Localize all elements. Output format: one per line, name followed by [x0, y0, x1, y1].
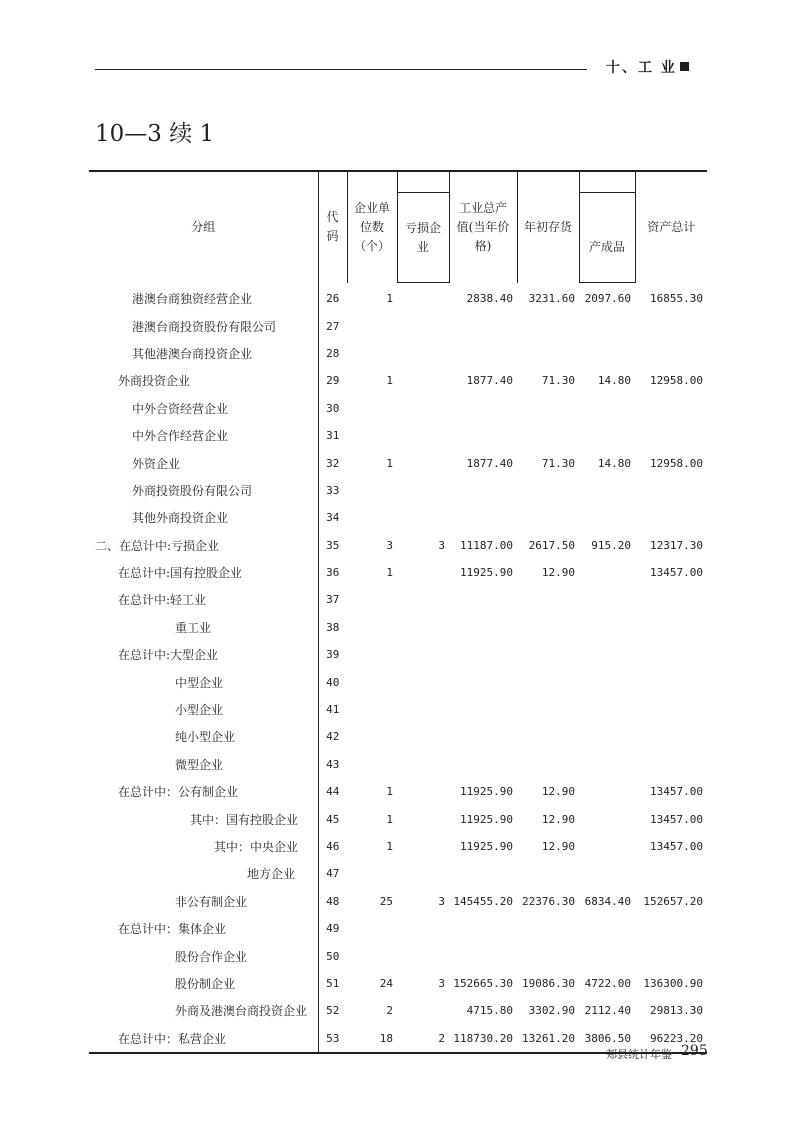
row-code: 44: [318, 778, 347, 805]
row-output: 11187.00: [460, 538, 513, 552]
row-output: 145455.20: [453, 894, 513, 908]
row-assets: [635, 614, 707, 641]
row-code: 28: [318, 340, 347, 367]
row-inventory: [517, 641, 579, 668]
table-row: [89, 449, 707, 476]
row-assets: 16855.30: [650, 291, 703, 305]
row-finished: [579, 312, 635, 339]
row-output: 1877.40: [466, 374, 513, 388]
row-loss: 3: [438, 538, 445, 552]
row-group-label: 在总计中：集体企业: [118, 922, 227, 937]
row-loss: [397, 641, 449, 668]
row-loss: [397, 696, 449, 723]
square-mark-icon: [680, 62, 689, 71]
row-assets: [635, 340, 707, 367]
row-loss: [397, 614, 449, 641]
row-finished: [579, 805, 635, 832]
chapter-label: 十、工 业: [606, 60, 677, 76]
row-units: 1: [386, 566, 393, 580]
row-assets: [635, 723, 707, 750]
row-group-label: 其中：中央企业: [214, 840, 299, 854]
row-loss: [397, 805, 449, 832]
row-inventory: 3231.60: [528, 291, 575, 305]
row-code: 32: [318, 449, 347, 476]
row-units: [347, 860, 397, 887]
table-row: [89, 641, 707, 668]
row-group-label: 外商及港澳台商投资企业: [175, 1004, 308, 1019]
table-row: [89, 723, 707, 750]
table-row: [89, 559, 707, 586]
row-assets: 29813.30: [650, 1004, 703, 1018]
row-group-label: 中外合作经营企业: [132, 429, 229, 444]
row-finished: [579, 860, 635, 887]
table-row: [89, 668, 707, 695]
row-inventory: 12.90: [541, 785, 575, 799]
row-units: [347, 668, 397, 695]
row-assets: 13457.00: [650, 785, 703, 799]
table-row: [89, 778, 707, 805]
row-assets: 13457.00: [650, 566, 703, 580]
row-output: [449, 668, 517, 695]
row-finished: [579, 778, 635, 805]
row-code: 38: [318, 614, 347, 641]
statistics-table: [89, 170, 707, 1054]
row-inventory: [517, 723, 579, 750]
row-code: 37: [318, 586, 347, 613]
row-loss: 2: [397, 1025, 449, 1053]
row-group-label: 在总计中:国有控股企业: [118, 566, 243, 581]
row-loss: [397, 668, 449, 695]
row-output: [449, 340, 517, 367]
row-loss: [397, 586, 449, 613]
row-inventory: 22376.30: [522, 894, 575, 908]
row-assets: 96223.20: [635, 1025, 707, 1053]
row-units: [347, 723, 397, 750]
footer-yearbook-title: 郏县统计年鉴: [606, 1048, 672, 1061]
row-code: 40: [318, 668, 347, 695]
row-output: 11925.90: [460, 840, 513, 853]
row-units: 24: [379, 976, 393, 990]
row-assets: [635, 696, 707, 723]
row-output: [449, 395, 517, 422]
row-inventory: 12.90: [541, 566, 575, 580]
row-group-label: 在总计中:轻工业: [118, 593, 207, 608]
row-group-label: 其中：国有控股企业: [190, 812, 299, 827]
row-inventory: 13261.20: [517, 1025, 579, 1053]
row-group-label: 地方企业: [247, 867, 296, 882]
row-finished: [579, 942, 635, 969]
row-inventory: [517, 860, 579, 887]
row-assets: 13457.00: [650, 840, 703, 853]
table-row: [89, 504, 707, 531]
table-row: [89, 614, 707, 641]
row-output: 11925.90: [460, 566, 513, 580]
table-row: [89, 942, 707, 969]
row-group-label: 股份合作企业: [175, 949, 248, 964]
row-loss: [397, 860, 449, 887]
row-inventory: 12.90: [541, 812, 575, 826]
row-units: 25: [379, 894, 393, 908]
row-group-label: 外商投资股份有限公司: [132, 483, 253, 498]
row-loss: [397, 997, 449, 1024]
row-finished: [579, 833, 635, 860]
header-assets: 资产总计: [635, 171, 707, 283]
row-finished: [579, 751, 635, 778]
table-row: [89, 586, 707, 613]
row-units: [347, 586, 397, 613]
row-group-label: 港澳台商投资股份有限公司: [132, 319, 277, 334]
row-output: [449, 723, 517, 750]
row-inventory: [517, 477, 579, 504]
header-code: 代码: [318, 171, 347, 283]
row-loss: [397, 283, 449, 313]
table-row: [89, 915, 707, 942]
row-inventory: 3302.90: [528, 1004, 575, 1018]
row-output: 11925.90: [460, 812, 513, 826]
table-row: [89, 340, 707, 367]
row-group-label: 纯小型企业: [175, 730, 236, 745]
row-loss: [397, 723, 449, 750]
row-finished: [579, 723, 635, 750]
table-row: [89, 860, 707, 887]
row-group-label: 小型企业: [175, 703, 224, 718]
row-finished: 14.80: [597, 374, 631, 388]
header-loss-overline: [397, 171, 449, 193]
row-finished: [579, 504, 635, 531]
row-group-label: 外资企业: [132, 456, 181, 471]
row-finished: [579, 586, 635, 613]
row-finished: [579, 559, 635, 586]
row-code: 33: [318, 477, 347, 504]
row-output: [449, 942, 517, 969]
row-finished: [579, 395, 635, 422]
row-output: 2838.40: [466, 291, 513, 305]
row-assets: [635, 504, 707, 531]
row-units: [347, 641, 397, 668]
table-row: [89, 805, 707, 832]
header-rule: [95, 69, 587, 70]
row-output: [449, 860, 517, 887]
row-group-label: 中型企业: [175, 675, 224, 690]
table-row: [89, 312, 707, 339]
header-finished-overline: [579, 171, 635, 193]
row-units: 1: [386, 812, 393, 826]
row-assets: 12958.00: [650, 374, 703, 388]
row-assets: [635, 586, 707, 613]
row-inventory: [517, 586, 579, 613]
row-finished: 2112.40: [584, 1004, 631, 1018]
row-code: 48: [318, 888, 347, 915]
row-inventory: 71.30: [541, 374, 575, 388]
row-finished: 6834.40: [584, 894, 631, 908]
row-inventory: 71.30: [541, 456, 575, 470]
row-output: [449, 915, 517, 942]
row-code: 26: [318, 283, 347, 313]
row-assets: [635, 751, 707, 778]
row-output: [449, 312, 517, 339]
row-units: [347, 340, 397, 367]
row-code: 52: [318, 997, 347, 1024]
row-units: 2: [386, 1004, 393, 1018]
table-title: 10—3 续 1: [95, 121, 215, 147]
row-assets: [635, 641, 707, 668]
row-output: 152665.30: [453, 976, 513, 990]
row-code: 50: [318, 942, 347, 969]
row-output: [449, 504, 517, 531]
row-inventory: [517, 696, 579, 723]
row-output: [449, 641, 517, 668]
row-loss: 3: [438, 976, 445, 990]
row-inventory: [517, 422, 579, 449]
header-inventory: 年初存货: [517, 171, 579, 283]
row-loss: [397, 340, 449, 367]
row-assets: [635, 860, 707, 887]
table-row: [89, 367, 707, 394]
table-row: [89, 751, 707, 778]
row-units: 1: [386, 291, 393, 305]
row-loss: [397, 395, 449, 422]
row-code: 30: [318, 395, 347, 422]
row-inventory: [517, 395, 579, 422]
row-assets: [635, 477, 707, 504]
row-output: [449, 751, 517, 778]
row-assets: 13457.00: [650, 812, 703, 826]
header-finished: 产成品: [579, 193, 635, 283]
row-loss: [397, 367, 449, 394]
row-loss: [397, 477, 449, 504]
row-units: [347, 504, 397, 531]
row-inventory: [517, 915, 579, 942]
row-finished: 14.80: [597, 456, 631, 470]
row-output: [449, 696, 517, 723]
row-group-label: 在总计中:大型企业: [118, 648, 219, 663]
row-inventory: [517, 668, 579, 695]
row-code: 51: [318, 970, 347, 997]
table-row: [89, 888, 707, 915]
row-finished: 915.20: [591, 538, 631, 552]
row-units: [347, 751, 397, 778]
row-output: 1877.40: [466, 456, 513, 470]
row-finished: [579, 696, 635, 723]
row-units: [347, 312, 397, 339]
table-row: [89, 283, 707, 313]
row-finished: [579, 340, 635, 367]
row-assets: 152657.20: [643, 894, 703, 908]
row-inventory: 19086.30: [522, 976, 575, 990]
row-assets: [635, 312, 707, 339]
row-code: 35: [318, 532, 347, 559]
row-code: 39: [318, 641, 347, 668]
row-inventory: [517, 751, 579, 778]
row-code: 49: [318, 915, 347, 942]
row-inventory: 2617.50: [528, 538, 575, 552]
row-group-label: 二、在总计中:亏损企业: [95, 538, 220, 553]
row-code: 27: [318, 312, 347, 339]
row-finished: [579, 668, 635, 695]
row-output: 118730.20: [449, 1025, 517, 1053]
row-group-label: 微型企业: [175, 757, 224, 772]
row-inventory: [517, 340, 579, 367]
row-loss: [397, 312, 449, 339]
row-inventory: [517, 614, 579, 641]
table-row: [89, 477, 707, 504]
row-finished: [579, 422, 635, 449]
table-body: [89, 283, 707, 1053]
row-group-label: 中外合资经营企业: [132, 401, 229, 416]
row-assets: [635, 915, 707, 942]
row-inventory: [517, 504, 579, 531]
row-code: 41: [318, 696, 347, 723]
table-row: [89, 997, 707, 1024]
row-finished: 3806.50: [579, 1025, 635, 1053]
row-code: 43: [318, 751, 347, 778]
header-units: 企业单位数（个）: [347, 171, 397, 283]
row-finished: [579, 915, 635, 942]
row-assets: [635, 668, 707, 695]
row-code: 42: [318, 723, 347, 750]
row-loss: [397, 422, 449, 449]
row-finished: 2097.60: [584, 292, 631, 306]
row-code: 46: [318, 833, 347, 860]
row-units: 1: [386, 785, 393, 799]
row-units: [347, 477, 397, 504]
row-code: 31: [318, 422, 347, 449]
row-units: [347, 422, 397, 449]
row-units: [347, 614, 397, 641]
row-finished: [579, 477, 635, 504]
header-group: 分组: [89, 171, 318, 283]
row-group-label: 港澳台商独资经营企业: [132, 291, 253, 306]
row-group-label: 其他外商投资企业: [132, 511, 229, 526]
table-row: [89, 422, 707, 449]
row-code: 47: [318, 860, 347, 887]
row-output: [449, 477, 517, 504]
table-row: [89, 395, 707, 422]
row-loss: [397, 751, 449, 778]
row-units: [347, 915, 397, 942]
table-row: [89, 696, 707, 723]
row-output: 11925.90: [460, 785, 513, 799]
row-code: 34: [318, 504, 347, 531]
row-inventory: 12.90: [541, 840, 575, 853]
row-loss: [397, 449, 449, 476]
row-loss: [397, 559, 449, 586]
row-inventory: [517, 942, 579, 969]
row-loss: [397, 778, 449, 805]
row-output: [449, 614, 517, 641]
row-group-label: 在总计中：私营企业: [89, 1025, 318, 1053]
row-finished: [579, 641, 635, 668]
row-loss: [397, 942, 449, 969]
row-group-label: 外商投资企业: [118, 374, 191, 389]
header-output: 工业总产值(当年价格): [449, 171, 517, 283]
row-group-label: 其他港澳台商投资企业: [132, 346, 253, 361]
row-units: 1: [386, 456, 393, 470]
row-assets: 12317.30: [650, 538, 703, 552]
page-number: 295: [681, 1043, 708, 1059]
row-units: 18: [347, 1025, 397, 1053]
row-finished: 4722.00: [584, 976, 631, 990]
row-assets: [635, 422, 707, 449]
row-output: 4715.80: [466, 1004, 513, 1018]
row-output: [449, 586, 517, 613]
row-code: 45: [318, 805, 347, 832]
chapter-heading: [606, 57, 689, 77]
row-units: 1: [386, 374, 393, 388]
row-units: [347, 395, 397, 422]
row-loss: [397, 833, 449, 860]
row-units: [347, 696, 397, 723]
row-group-label: 非公有制企业: [175, 894, 248, 909]
row-finished: [579, 614, 635, 641]
row-group-label: 重工业: [175, 620, 212, 635]
row-assets: 12958.00: [650, 456, 703, 470]
row-assets: [635, 942, 707, 969]
row-loss: 3: [438, 894, 445, 908]
row-group-label: 在总计中：公有制企业: [118, 785, 239, 800]
row-inventory: [517, 312, 579, 339]
row-assets: [635, 395, 707, 422]
row-loss: [397, 504, 449, 531]
row-code: 53: [318, 1025, 347, 1053]
row-units: 1: [386, 840, 393, 853]
row-units: [347, 942, 397, 969]
table-row: [89, 970, 707, 997]
row-loss: [397, 915, 449, 942]
header-loss: 亏损企业: [397, 193, 449, 283]
row-units: 3: [386, 538, 393, 552]
row-assets: 136300.90: [643, 976, 703, 990]
row-code: 29: [318, 367, 347, 394]
table-row: [89, 532, 707, 559]
row-group-label: 股份制企业: [175, 976, 236, 991]
row-output: [449, 422, 517, 449]
table-row: [89, 833, 707, 860]
row-code: 36: [318, 559, 347, 586]
